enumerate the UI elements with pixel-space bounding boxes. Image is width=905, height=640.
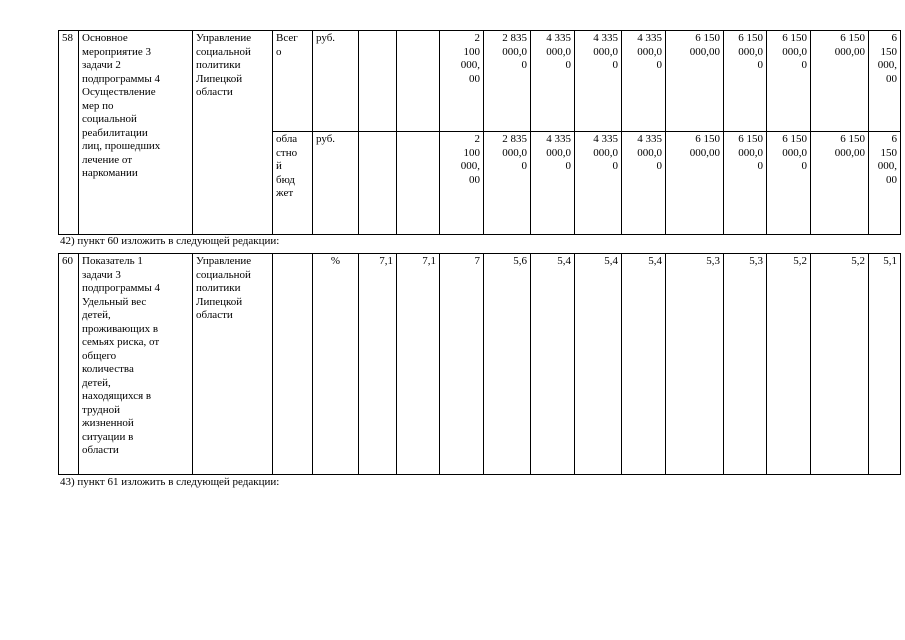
value-cell: 2 835 000,0 0: [484, 31, 531, 132]
unit: руб.: [313, 31, 359, 132]
value-cell: 7: [440, 254, 484, 475]
value-cell: 4 335 000,0 0: [622, 31, 666, 132]
value-cell: 5,1: [869, 254, 901, 475]
value-cell: 6 150 000,0 0: [767, 132, 811, 235]
row-number: 60: [59, 254, 79, 475]
value-cell: 4 335 000,0 0: [575, 132, 622, 235]
value-cell: 4 335 000,0 0: [575, 31, 622, 132]
value-cell: 6 150 000, 00: [869, 132, 901, 235]
value-cell: 2 835 000,0 0: [484, 132, 531, 235]
value-cell: 5,2: [811, 254, 869, 475]
value-cell: 6 150 000,0 0: [724, 132, 767, 235]
value-cell: 6 150 000,00: [666, 31, 724, 132]
table-row-58: [58, 30, 901, 235]
value-cell: 6 150 000,00: [811, 132, 869, 235]
value-cell: 6 150 000,0 0: [767, 31, 811, 132]
unit: руб.: [313, 132, 359, 235]
value-cell: 7,1: [397, 254, 440, 475]
value-cell: 5,3: [724, 254, 767, 475]
value-cell: 6 150 000,00: [811, 31, 869, 132]
value-cell: [359, 132, 397, 235]
indicator-name: Показатель 1 задачи 3 подпрограммы 4 Удельный вес детей, проживающих в семьях риска, от общего количества детей, находящихся в трудной жизненной ситуации в области: [79, 254, 193, 475]
funding-source: обла стно й бюд жет: [273, 132, 313, 235]
value-cell: 5,4: [531, 254, 575, 475]
value-cell: [359, 31, 397, 132]
executor: Управление социальной политики Липецкой области: [193, 254, 273, 475]
executor: Управление социальной политики Липецкой области: [193, 31, 273, 235]
value-cell: 7,1: [359, 254, 397, 475]
row-number: 58: [59, 31, 79, 235]
value-cell: 2 100 000, 00: [440, 31, 484, 132]
value-cell: 4 335 000,0 0: [622, 132, 666, 235]
value-cell: 2 100 000, 00: [440, 132, 484, 235]
value-cell: 6 150 000,0 0: [724, 31, 767, 132]
funding-source: [273, 254, 313, 475]
value-cell: 5,3: [666, 254, 724, 475]
table-row-60: [58, 253, 901, 475]
funding-source: Всег о: [273, 31, 313, 132]
value-cell: [397, 31, 440, 132]
value-cell: 5,6: [484, 254, 531, 475]
amendment-note-43: 43) пункт 61 изложить в следующей редакции:: [60, 476, 280, 488]
measure-name: Основное мероприятие 3 задачи 2 подпрограммы 4 Осуществление мер по социальной реабилитации лиц, прошедших лечение от наркомании: [79, 31, 193, 235]
value-cell: 5,2: [767, 254, 811, 475]
value-cell: 4 335 000,0 0: [531, 31, 575, 132]
value-cell: 6 150 000, 00: [869, 31, 901, 132]
value-cell: 5,4: [622, 254, 666, 475]
value-cell: 6 150 000,00: [666, 132, 724, 235]
amendment-note-42: 42) пункт 60 изложить в следующей редакции:: [60, 235, 280, 247]
value-cell: 5,4: [575, 254, 622, 475]
value-cell: 4 335 000,0 0: [531, 132, 575, 235]
unit: %: [313, 254, 359, 475]
value-cell: [397, 132, 440, 235]
